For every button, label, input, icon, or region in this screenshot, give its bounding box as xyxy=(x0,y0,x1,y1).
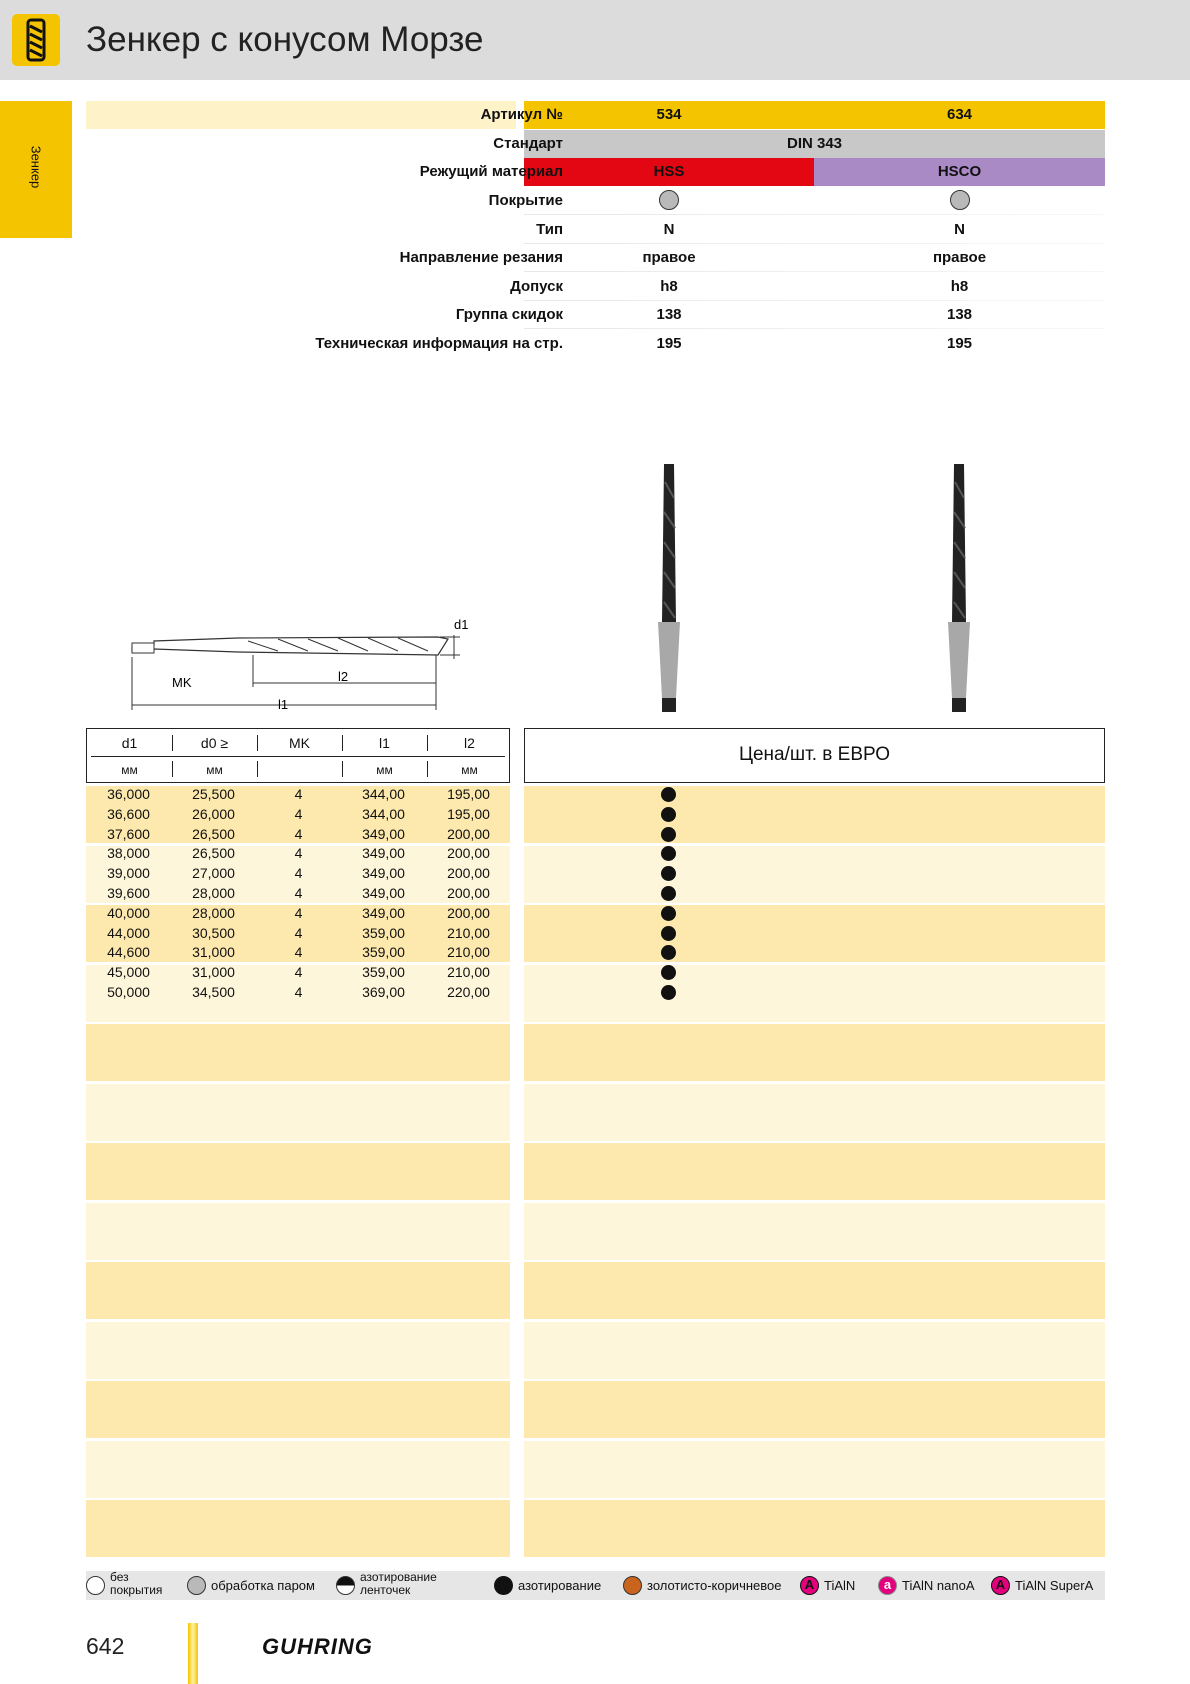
table-cell: 349,00 xyxy=(362,865,405,882)
table-cell: 210,00 xyxy=(447,944,490,961)
table-band xyxy=(524,1322,1105,1379)
legend-label: обработка паром xyxy=(211,1578,315,1593)
table-band xyxy=(524,1143,1105,1200)
page-number: 642 xyxy=(86,1633,125,1659)
table-row xyxy=(86,883,510,902)
table-band xyxy=(524,905,1105,962)
brand-logo: GUHRING xyxy=(262,1634,373,1659)
table-cell: 4 xyxy=(294,845,303,862)
table-cell: 359,00 xyxy=(362,944,405,961)
table-band xyxy=(524,1500,1105,1557)
spec-label: Группа скидок xyxy=(455,306,563,323)
spec-row-direction xyxy=(86,244,1105,272)
drawing-label-l2: l2 xyxy=(338,669,349,684)
legend-label: TiAlN xyxy=(824,1578,856,1593)
material-hsco: HSCO xyxy=(937,163,982,180)
legend-label: азотирование ленточек xyxy=(360,1570,437,1597)
table-row xyxy=(86,784,510,803)
table-band xyxy=(524,1381,1105,1438)
availability-dot-icon xyxy=(661,807,676,822)
table-band xyxy=(86,1500,510,1557)
table-cell: 44,600 xyxy=(107,944,150,961)
col-header-l1: l1 xyxy=(379,735,390,751)
table-cell: 4 xyxy=(294,786,303,802)
table-cell: 4 xyxy=(294,944,303,961)
table-cell: 39,600 xyxy=(107,885,150,901)
tolerance-value: h8 xyxy=(950,278,969,295)
table-band xyxy=(86,1084,510,1141)
table-cell: 200,00 xyxy=(447,865,490,882)
table-band xyxy=(524,1441,1105,1498)
table-cell: 27,000 xyxy=(192,865,235,882)
legend-label: азотирование xyxy=(518,1578,602,1593)
table-band xyxy=(86,1143,510,1200)
page-header xyxy=(0,0,1190,80)
table-row xyxy=(86,804,510,823)
discount-value: 138 xyxy=(656,306,682,323)
table-cell: 200,00 xyxy=(447,904,490,921)
price-header: Цена/шт. в ЕВРО xyxy=(524,728,1105,783)
spec-label: Техническая информация на стр. xyxy=(315,335,563,352)
steam-treatment-icon xyxy=(187,1576,206,1595)
availability-dot-icon xyxy=(661,906,676,921)
table-cell: 39,000 xyxy=(107,865,150,882)
spec-row-discount xyxy=(86,301,1105,329)
table-cell: 349,00 xyxy=(362,845,405,862)
table-cell: 349,00 xyxy=(362,904,405,921)
col-header-d0: d0 ≥ xyxy=(200,735,229,751)
unit-d0: мм xyxy=(206,763,223,777)
spec-label: Тип xyxy=(536,221,563,238)
table-cell: 4 xyxy=(294,964,303,981)
col-header-l2: l2 xyxy=(464,735,475,751)
spec-row-tolerance xyxy=(86,273,1105,301)
table-cell: 26,000 xyxy=(192,805,235,822)
margin-nitriding-icon xyxy=(336,1576,355,1595)
table-band xyxy=(524,1262,1105,1319)
table-row xyxy=(86,843,510,862)
standard-value: DIN 343 xyxy=(786,135,843,152)
legend-label: без покрытия xyxy=(110,1570,163,1597)
table-cell: 36,000 xyxy=(107,786,150,802)
table-cell: 210,00 xyxy=(447,924,490,941)
table-cell: 4 xyxy=(294,984,303,1000)
table-cell: 4 xyxy=(294,924,303,941)
table-cell: 28,000 xyxy=(192,885,235,901)
dimensions-header xyxy=(86,728,510,783)
spec-label: Стандарт xyxy=(493,135,563,152)
col-header-mk: MK xyxy=(289,735,310,751)
side-tab xyxy=(0,101,72,238)
table-cell: 349,00 xyxy=(362,885,405,901)
table-cell: 4 xyxy=(294,825,303,842)
table-cell: 25,500 xyxy=(192,786,235,802)
spec-row-material xyxy=(86,158,1105,186)
spec-row-type xyxy=(86,216,1105,244)
table-cell: 40,000 xyxy=(107,904,150,921)
drawing-label-l1: l1 xyxy=(278,697,289,712)
table-cell: 45,000 xyxy=(107,964,150,981)
table-cell: 210,00 xyxy=(447,964,490,981)
discount-value: 138 xyxy=(946,306,973,323)
table-row xyxy=(86,962,510,981)
table-row xyxy=(86,903,510,922)
col-header-d1: d1 xyxy=(121,735,138,751)
table-band xyxy=(524,846,1105,903)
techinfo-value: 195 xyxy=(946,335,973,352)
spec-row-techinfo xyxy=(86,330,1105,358)
table-cell: 26,500 xyxy=(192,825,235,842)
page-title: Зенкер с конусом Морзе xyxy=(86,20,484,59)
tialn-supera-icon: A xyxy=(991,1576,1010,1595)
type-value: N xyxy=(663,221,675,238)
table-cell: 369,00 xyxy=(362,984,405,1000)
direction-value: правое xyxy=(932,249,987,266)
table-cell: 4 xyxy=(294,885,303,901)
table-cell: 26,500 xyxy=(192,845,235,862)
table-band xyxy=(86,1441,510,1498)
drill-image-634 xyxy=(940,462,980,714)
table-cell: 359,00 xyxy=(362,924,405,941)
table-cell: 50,000 xyxy=(107,984,150,1000)
spec-label: Артикул № xyxy=(480,106,563,123)
table-cell: 195,00 xyxy=(447,805,490,822)
coating-legend xyxy=(86,1571,1105,1600)
tialn-nanoa-icon: a xyxy=(878,1576,897,1595)
table-band xyxy=(86,1262,510,1319)
table-band xyxy=(524,965,1105,1022)
table-cell: 4 xyxy=(294,865,303,882)
tialn-icon: A xyxy=(800,1576,819,1595)
spec-label: Режущий материал xyxy=(419,163,563,180)
table-cell: 34,500 xyxy=(192,984,235,1000)
gold-brown-icon xyxy=(623,1576,642,1595)
spec-row-standard xyxy=(86,130,1105,158)
table-row xyxy=(86,824,510,843)
tolerance-value: h8 xyxy=(660,278,678,295)
legend-label: золотисто-коричневое xyxy=(647,1578,782,1593)
table-cell: 31,000 xyxy=(192,964,235,981)
table-cell: 37,600 xyxy=(107,825,150,842)
drawing-label-mk: MK xyxy=(172,675,192,690)
table-cell: 344,00 xyxy=(362,805,405,822)
steam-coating-icon xyxy=(659,190,679,210)
table-row xyxy=(86,863,510,882)
unit-l2: мм xyxy=(461,763,478,777)
spec-label: Допуск xyxy=(510,278,563,295)
table-band xyxy=(86,1024,510,1081)
table-cell: 349,00 xyxy=(362,825,405,842)
type-value: N xyxy=(954,221,965,238)
table-cell: 220,00 xyxy=(447,984,490,1000)
table-row xyxy=(86,982,510,1001)
spec-row-coating xyxy=(86,187,1105,215)
legend-label: TiAlN nanoA xyxy=(902,1578,975,1593)
table-cell: 28,000 xyxy=(192,904,235,921)
table-band xyxy=(524,786,1105,843)
drill-logo-icon xyxy=(12,14,60,66)
availability-dot-icon xyxy=(661,787,676,802)
availability-dot-icon xyxy=(661,886,676,901)
footer-divider xyxy=(188,1623,198,1684)
availability-dot-icon xyxy=(661,827,676,842)
techinfo-value: 195 xyxy=(656,335,682,352)
table-cell: 195,00 xyxy=(447,786,490,802)
table-cell: 30,500 xyxy=(192,924,235,941)
tool-drawing xyxy=(118,615,478,715)
table-cell: 36,600 xyxy=(107,805,150,822)
nitriding-icon xyxy=(494,1576,513,1595)
table-band xyxy=(86,1322,510,1379)
material-hss: HSS xyxy=(653,163,685,180)
unit-d1: мм xyxy=(121,763,138,777)
drill-image-534 xyxy=(650,462,690,714)
table-cell: 200,00 xyxy=(447,845,490,862)
spec-label: Направление резания xyxy=(399,249,563,266)
availability-dot-icon xyxy=(661,985,676,1000)
table-cell: 344,00 xyxy=(362,786,405,802)
spec-row-article xyxy=(86,101,1105,129)
table-cell: 4 xyxy=(294,904,303,921)
table-cell: 4 xyxy=(294,805,303,822)
table-band xyxy=(524,1024,1105,1081)
table-cell: 200,00 xyxy=(447,885,490,901)
table-row xyxy=(86,942,510,961)
no-coating-icon xyxy=(86,1576,105,1595)
table-cell: 44,000 xyxy=(107,924,150,941)
spec-label: Покрытие xyxy=(488,192,563,209)
unit-l1: мм xyxy=(376,763,393,777)
article-534: 534 xyxy=(656,106,682,123)
side-tab-label: Зенкер xyxy=(28,145,44,189)
legend-label: TiAlN SuperA xyxy=(1015,1578,1094,1593)
drawing-label-d1: d1 xyxy=(454,617,469,632)
article-634: 634 xyxy=(946,106,973,123)
table-band xyxy=(86,1203,510,1260)
table-cell: 31,000 xyxy=(192,944,235,961)
steam-coating-icon xyxy=(950,190,970,210)
table-cell: 38,000 xyxy=(107,845,150,862)
table-band xyxy=(524,1203,1105,1260)
table-band xyxy=(86,1381,510,1438)
availability-dot-icon xyxy=(661,926,676,941)
table-band xyxy=(524,1084,1105,1141)
table-cell: 200,00 xyxy=(447,825,490,842)
table-row xyxy=(86,923,510,942)
table-cell: 359,00 xyxy=(362,964,405,981)
direction-value: правое xyxy=(642,249,696,266)
